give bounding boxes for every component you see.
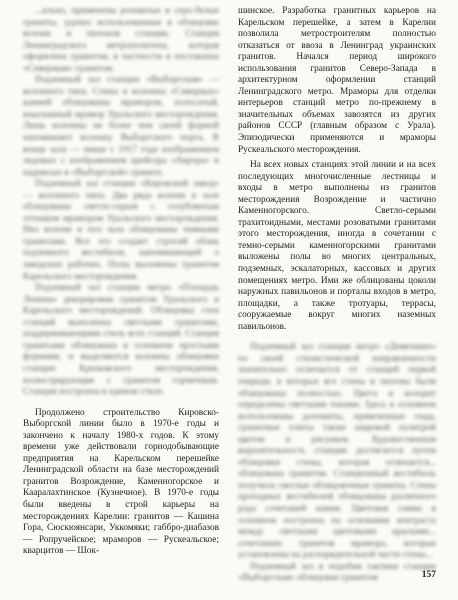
left-column <box>23 6 219 558</box>
blurred-paragraph: Подземный зал станции метро «Площадь Ленина» декорирован гранитом Уральского и Карельского месторождений. Облицовка стен станций выполнена светлыми гранитами, поддерживающими стиль всех станций. Станция гранитами облицована в основном простыми формами, и выделяются колонны облицовки станции Крюковского месторождения, иллюстрирующие с гранитом горчичным. Станция построена в едином стиле. <box>23 283 219 398</box>
body-paragraph: шинское. Разработка гранитных карьеров на Карельском перешейке, а затем в Карелии позволила метростроителям полностью отказаться от ввоза в Ленинград украинских гранитов. Начался период широкого использования гранитов Северо-Запада в архитектурном оформлении станций Ленинградского метро. Мраморы для отделки интерьеров станций метро по-прежнему в значительных объемах завозятся из других районов СССР (главным образом с Урала). Эпизодически применяются и мраморы Рускеальского месторождения. <box>238 6 436 155</box>
blurred-paragraph: Подземный зал станции «Кировский завод» — колонного типа. Два ряда колонн в зале облицованы светло-серым с голубоватым оттенком мрамором Уральского месторождения. Низ колонн и пол зала облицованы темными гранитами. Все это создает строгий облик подземного вестибюля, напоминающий о заводских рабочих. Полы выложены гранитом Карельского месторождения. <box>23 179 219 282</box>
body-paragraph: На всех новых станциях этой линии и на всех последующих многочисленные лестницы и входы в метро выполнены из гранитов месторождения Возрождение и частично Каменногорского. Светло-серыми трахитоидными, местами розоватыми гранитами этого месторождения, иногда в сочетании с темно-серыми каменногорскими гранитами выложены полы во многих центральных, подземных, эскалаторных, кассовых и других помещениях метро. Ими же облицованы цоколи наружных павильонов и порталы входов в метро, площадки, а также тротуары, террасы, сооружаемые вокруг многих наземных павильонов. <box>238 160 436 332</box>
body-paragraph: Продолжено строительство Кировско-Выборгской линии было в 1970-е годы и закончено к началу 1980-х годов. К этому времени уже действовали горнодобывающие предприятия на Карельском перешейке Ленинградской области на базе месторождений гранитов Возрождение, Каменногорское и Кааралахтинское (Кузнечное). В 1970-е годы были введены в строй карьеры на месторождениях Карелии: гранитов — Кашина Гора, Сюскюянсари, Уккомяки; габбро-диабазов — Ропручейское; мраморов — Рускеальское; кварцитов — Шок- <box>23 407 219 557</box>
blurred-paragraph: Подземный зал в подобии тактики станции «Выборгская» облицован гранитом <box>238 561 436 584</box>
page-number: 157 <box>421 570 436 580</box>
blurred-paragraph: ...ально, применены розоватые и серо-белые граниты, удачно использованные в облицовке колонн и пилонов станции. Станция Ленинградского метрополитена, которая оформлена гранитом, в частности и поставлена «Северным» гранитом. <box>23 6 219 74</box>
blurred-paragraph: Подземный зал станции метро «Девяткино» по своей стилистической направленности значительно отличается от станций первой очереди, в которых все стены и пилоны были облицованы полностью. Цвета и колорит определены светлыми тонами. Здесь в основном использованы доломиты, привезенные сюда, гранитные плиты также широкой палитрой цветов и рисунков. Художественная выразительность станции достигается путем облицовки стены, которая отличается... облицована гранитом. Станционный вестибюль получила светлые облицовочные граниты. Стены проходных вестибюлей облицованы различного рода сочетаний камня. Цветовая гамма в основном построена на основании контраста между светлыми цветовыми красками... сочетаниях гранитов мрамора, которые установлены на распорядительной части стены... <box>238 342 436 561</box>
right-column <box>238 6 436 585</box>
blurred-paragraph: Подземный зал станции «Выборгская» — колонного типа. Стены и колонны «Северных» камней облицованы мрамором, полосатый, изысканный мрамор Уральского месторождения. Лишь колонны не более чем своей формой напоминают колонну Выборгского порта. В конце зала — ниши с 1917 года изображением ледовых с изображением крейсера «Аврора» и надписью в «Выборгской» граните. <box>23 75 219 178</box>
